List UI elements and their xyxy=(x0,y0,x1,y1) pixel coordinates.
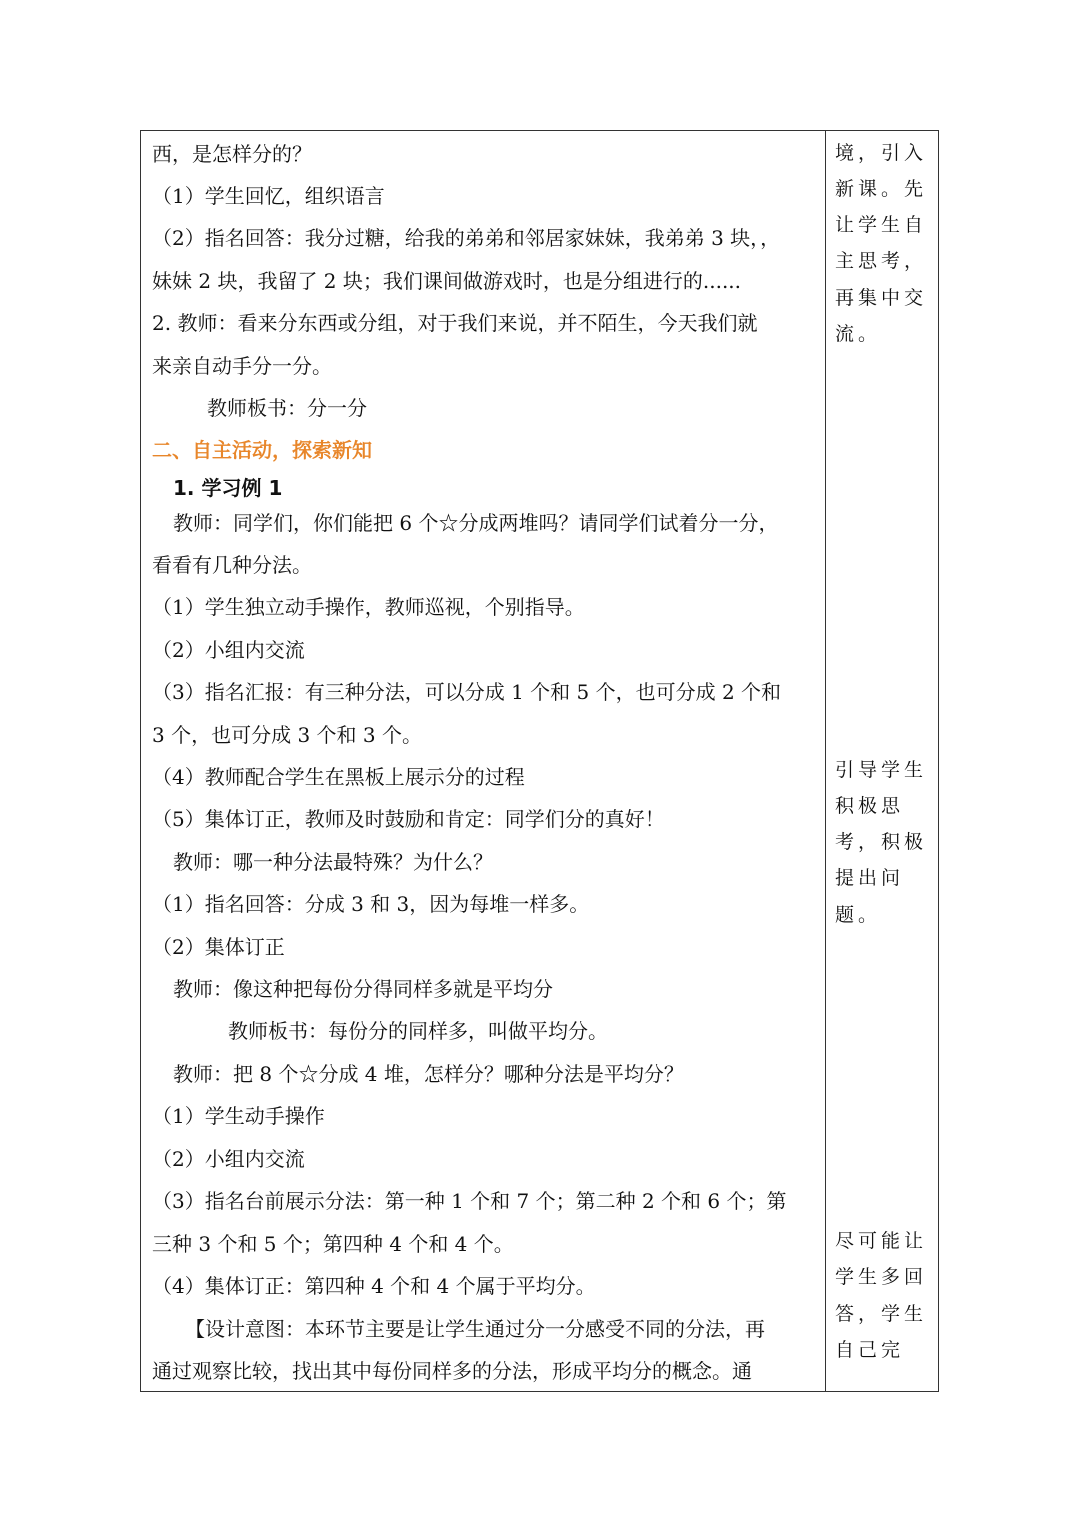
note-line: 主思考， xyxy=(835,250,928,272)
design-intent: 【设计意图：本环节主要是让学生通过分一分感受不同的分法，再 xyxy=(185,1317,765,1341)
note-line: 题。 xyxy=(835,904,882,926)
note-line: 流。 xyxy=(835,323,882,345)
text-line: （2）集体订正 xyxy=(152,935,285,959)
text-line: （2）小组内交流 xyxy=(152,638,305,662)
design-intent: 通过观察比较，找出其中每份同样多的分法，形成平均分的概念。通 xyxy=(152,1359,752,1383)
text-line: （3）指名台前展示分法：第一种 1 个和 7 个；第二种 2 个和 6 个；第 xyxy=(152,1189,787,1213)
note-line: 让学生自 xyxy=(835,214,928,236)
text-line: 2. 教师：看来分东西或分组，对于我们来说，并不陌生，今天我们就 xyxy=(152,311,758,335)
text-line: 3 个，也可分成 3 个和 3 个。 xyxy=(152,723,422,747)
text-line: （4）教师配合学生在黑板上展示分的过程 xyxy=(152,765,525,789)
text-line: 西，是怎样分的？ xyxy=(152,142,312,166)
text-line: 教师：哪一种分法最特殊？为什么？ xyxy=(173,850,493,874)
text-line: （1）指名回答：分成 3 和 3，因为每堆一样多。 xyxy=(152,892,590,916)
text-line: 妹妹 2 块，我留了 2 块；我们课间做游戏时，也是分组进行的...... xyxy=(152,269,742,293)
text-line: 看看有几种分法。 xyxy=(152,553,312,577)
text-line: （2）指名回答：我分过糖，给我的弟弟和邻居家妹妹，我弟弟 3 块，， xyxy=(152,226,781,250)
text-line: （2）小组内交流 xyxy=(152,1147,305,1171)
column-divider xyxy=(825,131,826,1391)
blackboard-note: 教师板书：分一分 xyxy=(207,396,367,420)
note-line: 答，学生 xyxy=(835,1303,928,1325)
note-line: 新课。先 xyxy=(835,178,928,200)
note-line: 考，积极 xyxy=(835,831,928,853)
text-line: 教师：同学们，你们能把 6 个☆分成两堆吗？请同学们试着分一分， xyxy=(173,511,779,535)
note-line: 引导学生 xyxy=(835,759,928,781)
note-line: 尽可能让 xyxy=(835,1230,928,1252)
sub-heading: 1. 学习例 1 xyxy=(173,476,283,500)
note-line: 积极思 xyxy=(835,795,905,817)
note-line: 提出问 xyxy=(835,867,905,889)
text-line: （4）集体订正：第四种 4 个和 4 个属于平均分。 xyxy=(152,1274,596,1298)
text-line: 三种 3 个和 5 个；第四种 4 个和 4 个。 xyxy=(152,1232,514,1256)
note-line: 学生多回 xyxy=(835,1266,928,1288)
text-line: 教师：把 8 个☆分成 4 堆，怎样分？哪种分法是平均分？ xyxy=(173,1062,684,1086)
note-line: 境，引入 xyxy=(835,142,928,164)
text-line: （5）集体订正，教师及时鼓励和肯定：同学们分的真好！ xyxy=(152,807,665,831)
text-line: （1）学生动手操作 xyxy=(152,1104,325,1128)
note-line: 再集中交 xyxy=(835,287,928,309)
text-line: 来亲自动手分一分。 xyxy=(152,354,332,378)
text-line: 教师：像这种把每份分得同样多就是平均分 xyxy=(173,977,553,1001)
text-line: （3）指名汇报：有三种分法，可以分成 1 个和 5 个，也可分成 2 个和 xyxy=(152,680,782,704)
section-heading: 二、自主活动，探索新知 xyxy=(152,438,372,462)
text-line: （1）学生独立动手操作，教师巡视，个别指导。 xyxy=(152,595,585,619)
note-line: 自己完 xyxy=(835,1339,905,1361)
blackboard-note: 教师板书：每份分的同样多，叫做平均分。 xyxy=(228,1019,608,1043)
text-line: （1）学生回忆，组织语言 xyxy=(152,184,385,208)
